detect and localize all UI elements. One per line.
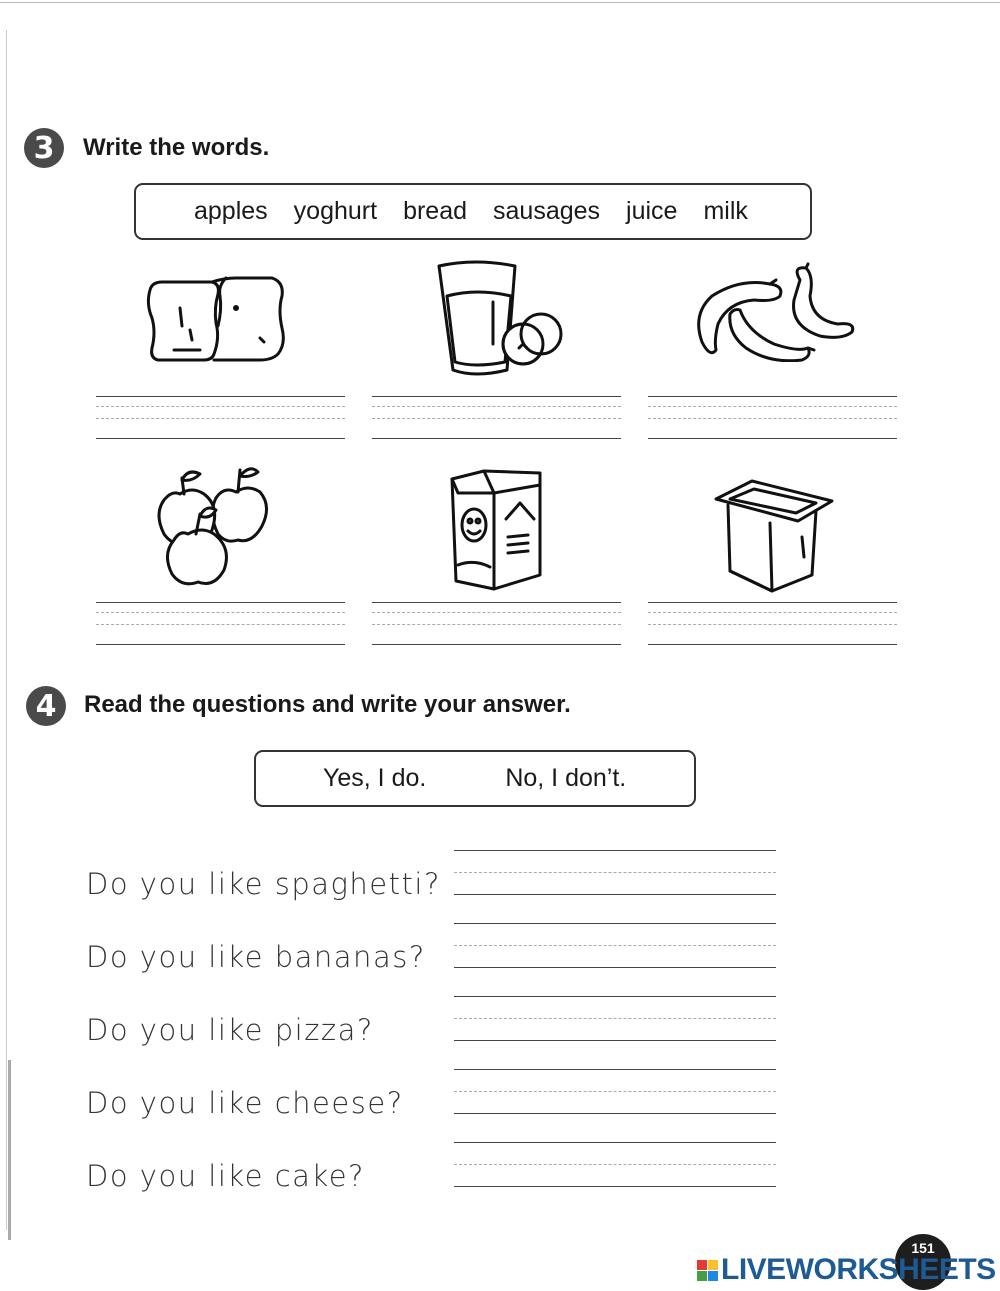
answer-line[interactable] xyxy=(96,396,345,397)
answer-line-guide xyxy=(648,624,897,625)
answer-line-guide xyxy=(454,1091,776,1092)
answer-line[interactable] xyxy=(648,602,897,603)
answer-bank-item: No, I don’t. xyxy=(505,764,627,792)
answer-line[interactable] xyxy=(648,644,897,645)
answer-bank-item: Yes, I do. xyxy=(323,764,427,792)
answer-line[interactable] xyxy=(454,967,776,968)
answer-line-guide xyxy=(372,418,621,419)
answer-line[interactable] xyxy=(96,602,345,603)
scan-edge-top xyxy=(0,2,1000,3)
answer-line-guide xyxy=(648,418,897,419)
question: Do you like bananas? xyxy=(86,940,426,974)
answer-line-guide xyxy=(454,872,776,873)
answer-line[interactable] xyxy=(454,1142,776,1143)
answer-line-guide xyxy=(372,624,621,625)
answer-line-guide xyxy=(96,624,345,625)
answer-line[interactable] xyxy=(454,894,776,895)
bread-icon xyxy=(140,268,295,368)
answer-line-guide xyxy=(648,612,897,613)
answer-line-guide xyxy=(372,612,621,613)
answer-line[interactable] xyxy=(648,396,897,397)
scan-edge-left xyxy=(6,30,7,1230)
question: Do you like spaghetti? xyxy=(86,867,441,901)
question: Do you like cheese? xyxy=(86,1086,404,1120)
answer-line-guide xyxy=(96,612,345,613)
liveworksheets-logo[interactable] xyxy=(697,1253,996,1287)
answer-line[interactable] xyxy=(96,438,345,439)
answer-line[interactable] xyxy=(372,396,621,397)
juice-icon xyxy=(435,258,565,378)
answer-line[interactable] xyxy=(96,644,345,645)
question: Do you like cake? xyxy=(86,1159,365,1193)
answer-line[interactable] xyxy=(454,1069,776,1070)
answer-line-guide xyxy=(454,945,776,946)
logo-squares-icon xyxy=(697,1260,718,1281)
answer-line[interactable] xyxy=(372,644,621,645)
answer-line[interactable] xyxy=(372,438,621,439)
scan-edge-left-shadow xyxy=(8,1060,11,1240)
answer-line[interactable] xyxy=(454,1040,776,1041)
page-number: 151 xyxy=(895,1234,951,1290)
answer-line[interactable] xyxy=(372,602,621,603)
answer-bank xyxy=(254,750,696,807)
exercise-4-number: 4 xyxy=(26,686,66,726)
answer-line[interactable] xyxy=(454,850,776,851)
exercise-4-title: Read the questions and write your answer. xyxy=(84,691,571,718)
brand-name: LIVEWORKSHEETS xyxy=(721,1253,996,1286)
answer-line-guide xyxy=(96,406,345,407)
yoghurt-icon xyxy=(712,475,836,593)
word-bank-item: sausages xyxy=(493,197,601,225)
word-bank-item: juice xyxy=(626,197,678,225)
exercise-3-title: Write the words. xyxy=(83,134,270,161)
answer-line-guide xyxy=(96,418,345,419)
question: Do you like pizza? xyxy=(86,1013,374,1047)
answer-line[interactable] xyxy=(648,438,897,439)
answer-line-guide xyxy=(372,406,621,407)
word-bank-item: yoghurt xyxy=(293,197,378,225)
answer-line[interactable] xyxy=(454,996,776,997)
milk-icon xyxy=(448,463,548,593)
answer-line[interactable] xyxy=(454,1113,776,1114)
word-bank-item: apples xyxy=(194,197,268,225)
answer-line-guide xyxy=(648,406,897,407)
exercise-3-number: 3 xyxy=(24,128,64,168)
sausages-icon xyxy=(690,262,860,362)
word-bank xyxy=(134,183,812,240)
apples-icon xyxy=(152,464,277,589)
answer-line[interactable] xyxy=(454,923,776,924)
word-bank-item: milk xyxy=(703,197,748,225)
answer-line[interactable] xyxy=(454,1186,776,1187)
answer-line-guide xyxy=(454,1164,776,1165)
word-bank-item: bread xyxy=(403,197,468,225)
answer-line-guide xyxy=(454,1018,776,1019)
